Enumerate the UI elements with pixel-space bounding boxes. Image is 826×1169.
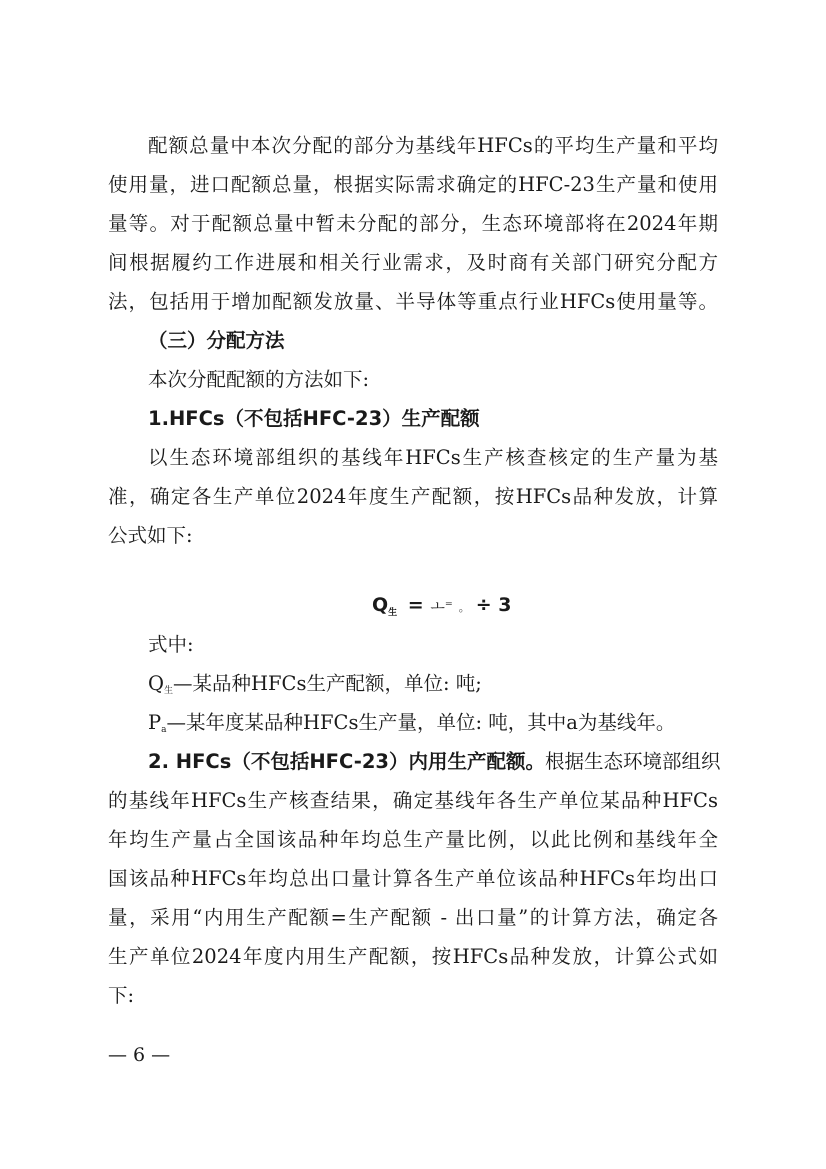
formula-dot: 。: [458, 601, 470, 614]
subheading: 1.HFCs（不包括HFC-23）生产配额: [148, 407, 480, 430]
section-heading: （三）分配方法: [148, 329, 285, 352]
formula-q-subscript: 生: [388, 608, 398, 618]
intro-text: 本次分配配额的方法如下:: [148, 368, 370, 391]
paragraph-line: 下:: [108, 984, 135, 1007]
definition-q: [148, 674, 482, 696]
definition-subscript: 生: [164, 686, 174, 696]
paragraph-line: 年均生产量占全国该品种年均总生产量比例，以此比例和基线年全: [108, 828, 718, 851]
paragraph-lead-bold: 2. HFCs（不包括HFC-23）内用生产配额。: [148, 750, 545, 773]
formula-garbled-term: ㅗ⁼: [430, 597, 453, 615]
paragraph-line: 量等。对于配额总量中暂未分配的部分，生态环境部将在2024年期: [108, 212, 718, 235]
formula-q: Q: [372, 594, 389, 616]
paragraph-line: 公式如下:: [108, 524, 193, 547]
paragraph-line: 法，包括用于增加配额发放量、半导体等重点行业HFCs使用量等。: [108, 290, 718, 313]
paragraph-line: 配额总量中本次分配的部分为基线年HFCs的平均生产量和平均: [148, 134, 718, 157]
paragraph-line: 间根据履约工作进展和相关行业需求，及时商有关部门研究分配方: [108, 251, 718, 274]
paragraph-line: 准，确定各生产单位2024年度生产配额，按HFCs品种发放，计算: [108, 485, 718, 508]
definition-text: —某年度某品种HFCs生产量，单位: 吨，其中a为基线年。: [166, 711, 676, 734]
where-label: 式中:: [148, 633, 194, 656]
definition-text: —某品种HFCs生产配额，单位: 吨;: [173, 672, 482, 695]
paragraph-line: [148, 750, 721, 773]
definition-p: [148, 713, 675, 735]
paragraph-line: 的基线年HFCs生产核查结果，确定基线年各生产单位某品种HFCs: [108, 789, 718, 812]
definition-symbol: Q: [148, 672, 164, 695]
definition-subscript: a: [161, 725, 167, 735]
paragraph-line: 国该品种HFCs年均总出口量计算各生产单位该品种HFCs年均出口: [108, 867, 718, 890]
paragraph-line: 使用量，进口配额总量，根据实际需求确定的HFC-23生产量和使用: [108, 173, 718, 196]
definition-symbol: P: [148, 711, 162, 734]
formula-equals: =: [407, 594, 424, 616]
paragraph-line: 生产单位2024年度内用生产配额，按HFCs品种发放，计算公式如: [108, 945, 718, 968]
paragraph-line: 以生态环境部组织的基线年HFCs生产核查核定的生产量为基: [148, 446, 718, 469]
paragraph-lead-rest: 根据生态环境部组织: [544, 750, 721, 773]
page-number: — 6 —: [108, 1044, 171, 1066]
formula: [372, 596, 512, 618]
formula-tail: ÷ 3: [475, 594, 512, 616]
paragraph-line: 量，采用“内用生产配额=生产配额 - 出口量”的计算方法，确定各: [108, 906, 718, 929]
